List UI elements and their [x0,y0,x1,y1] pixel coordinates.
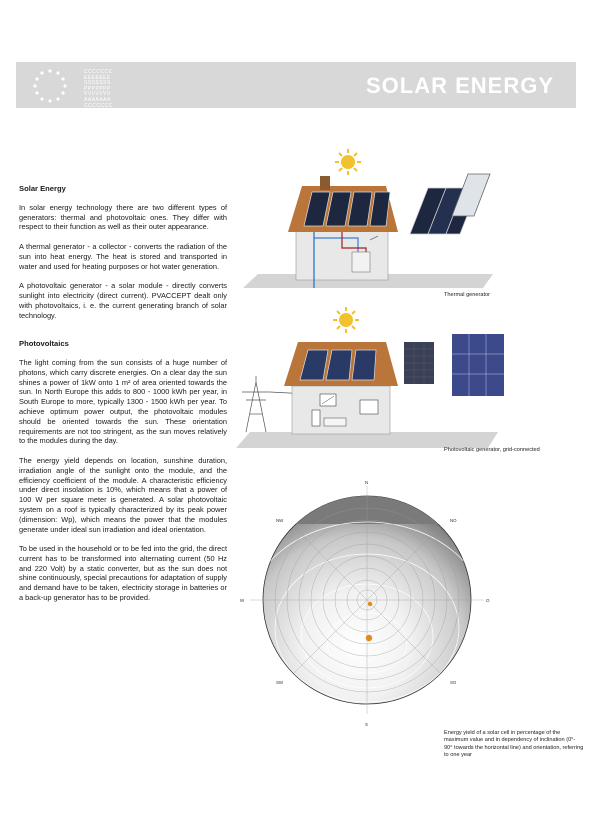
sun-icon [335,149,361,175]
compass-se: SO [450,680,457,685]
paragraph: To be used in the household or to be fed into the grid, the direct current has to be transformed into alternating current (50 Hz and 220 Volt) by a static converter, but as the sun does not shine continuously, special precautions for adaptation of supply and demand have to be taken, electricity storage in batteries or a back-up generator has to be provided. [19,544,227,603]
compass-n: N [365,480,369,485]
paragraph: A thermal generator - a collector - converts the radiation of the sun into heat energy. The heat is stored and transported in water and used for heating purposes or hot water generation. [19,241,227,271]
thermal-caption: Thermal generator [444,292,491,298]
energy-yield-diagram [232,478,496,730]
sun-icon [333,307,359,333]
page-title: SOLAR ENERGY [365,73,554,98]
paragraph: A photovoltaic generator - a solar module - directly converts sunlight into electricity (direct current). PVACCEPT dealt only with photovoltaics, i. e. the current generating branch of solar technology. [19,281,227,320]
pv-caption: Photovoltaic generator, grid-connected [444,447,540,453]
pv-generator-illustration [228,302,508,450]
compass-sw: SW [276,680,284,685]
compass-ne: NO [450,518,457,523]
section-heading-photovoltaics: Photovoltaics [19,339,69,349]
paragraph: The light coming from the sun consists of a huge number of photons, which carry discrete energies. On a clear day the sun shines a power of 1kW onto 1 m² of area oriented towards the sun. In North Europe this adds to 800 - 1000 kWh per year, in South Europe to more, typically 1300 - 1500 kWh per year. To achieve optimum power output, the photovoltaic modules should be oriented towards the sun. These orientation requirements are not too stringent, as the sun moves relatively to the modules during the day. [19,357,227,446]
section-heading-solar-energy: Solar Energy [19,184,66,193]
compass-nw: NW [276,518,284,523]
eu-logo [16,62,126,108]
paragraph: The energy yield depends on location, sunshine duration, irradiation angle of the sunlight onto the module, and the efficiency coefficient of the module. A characteristic efficiency under direct insolation is 10%, which means that a power of 100 W per square meter is generated. A solar photovoltaic system on a roof is typically characterized by its peak power (dimension: Wp), which means the power that the modules generate under ideal sun irradiation and ideal orientation. [19,455,227,534]
paragraph: In solar energy technology there are two different types of generators: thermal and photovoltaic ones. They differ with respect to their function as well as their outer appearance. [19,202,227,232]
pv-module-detail [404,334,504,396]
compass-w: W [240,598,245,603]
compass-s: S [365,722,368,727]
logo-text: CCCCCCC EEEEEEE SSSSSSS PPPPPPP VVVVVVV AAAAAAA CCCCCCC [84,69,113,109]
yield-caption: Energy yield of a solar cell in percentage of the maximum value and in dependency of inclination (0°- 90° towards the horizontal line) and orientation, referring to one year [444,730,584,759]
header-band [16,62,576,108]
thermal-generator-illustration [238,148,498,290]
article-column [19,184,227,613]
compass-e: O [486,598,490,603]
